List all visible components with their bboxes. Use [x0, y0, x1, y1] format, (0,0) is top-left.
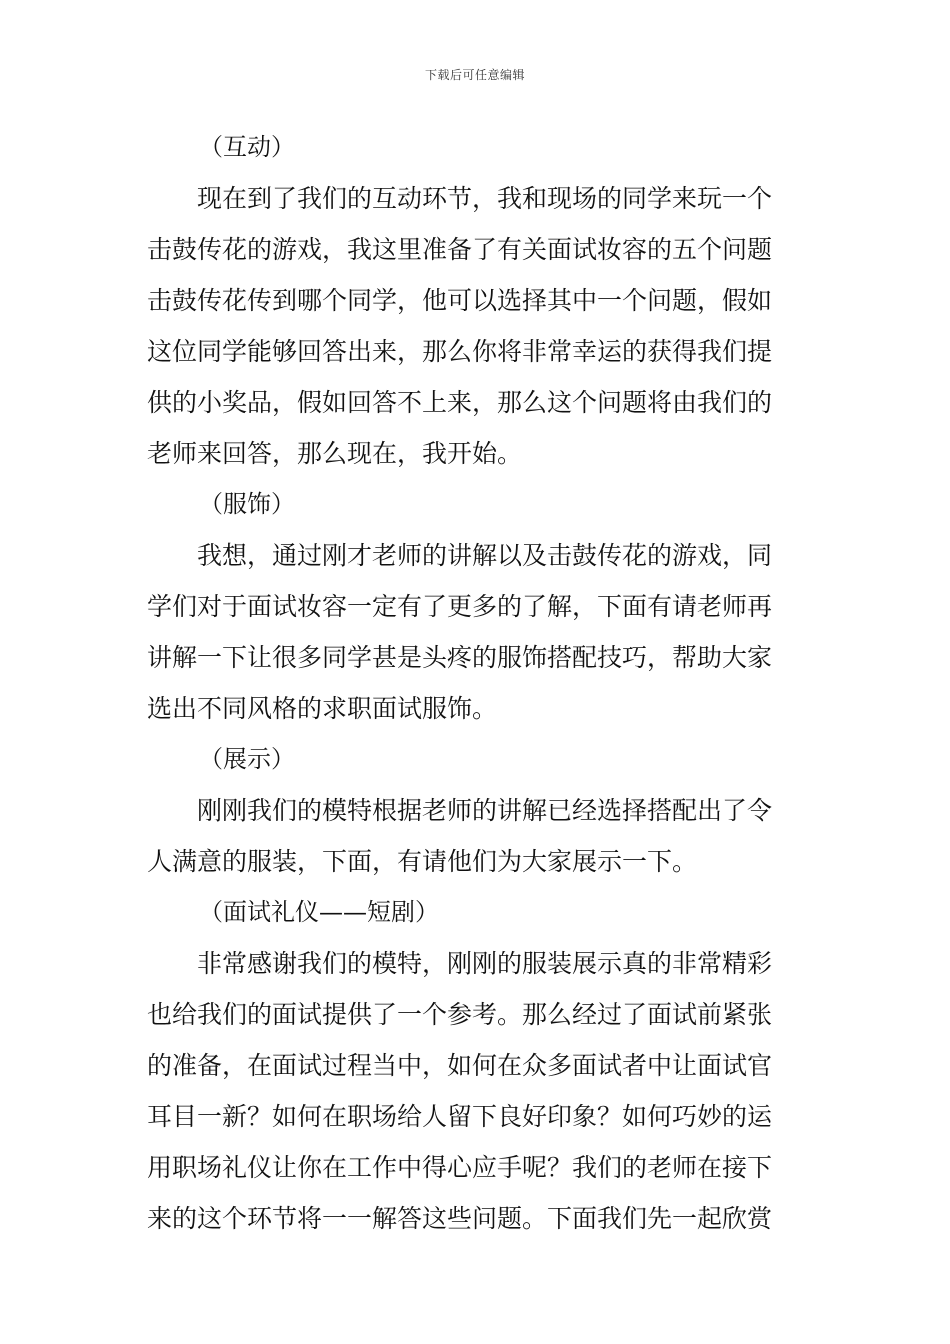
- paragraph-line: 老师来回答，那么现在，我开始。: [147, 439, 523, 468]
- paragraph-line: 供的小奖品，假如回答不上来，那么这个问题将由我们的: [147, 388, 773, 417]
- page-header: 下载后可任意编辑: [424, 68, 525, 82]
- paragraph-line: 击鼓传花传到哪个同学，他可以选择其中一个问题，假如: [147, 286, 773, 315]
- paragraph-line: 也给我们的面试提供了一个参考。那么经过了面试前紧张: [147, 1000, 773, 1029]
- paragraph-line: 现在到了我们的互动环节，我和现场的同学来玩一个: [197, 184, 773, 213]
- section-heading-interaction: （互动）: [199, 133, 295, 161]
- paragraph-line: 选出不同风格的求职面试服饰。: [147, 694, 498, 723]
- section-heading-clothing: （服饰）: [199, 490, 295, 518]
- paragraph-line: 用职场礼仪让你在工作中得心应手呢？我们的老师在接下: [147, 1153, 773, 1182]
- paragraph-line: 刚刚我们的模特根据老师的讲解已经选择搭配出了令: [197, 796, 773, 825]
- document-body: [147, 122, 807, 1244]
- paragraph-line: 非常感谢我们的模特，刚刚的服装展示真的非常精彩: [197, 949, 773, 978]
- paragraph-line: 讲解一下让很多同学甚是头疼的服饰搭配技巧，帮助大家: [147, 643, 773, 672]
- paragraph-line: 击鼓传花的游戏，我这里准备了有关面试妆容的五个问题: [147, 235, 773, 264]
- paragraph-line: 这位同学能够回答出来，那么你将非常幸运的获得我们提: [147, 337, 773, 366]
- paragraph-line: 学们对于面试妆容一定有了更多的了解，下面有请老师再: [147, 592, 773, 621]
- section-heading-display: （展示）: [199, 745, 295, 773]
- paragraph-line: 我想，通过刚才老师的讲解以及击鼓传花的游戏，同: [197, 541, 773, 570]
- section-heading-etiquette: （面试礼仪——短剧）: [199, 898, 439, 926]
- paragraph-line: 的准备，在面试过程当中，如何在众多面试者中让面试官: [147, 1051, 773, 1080]
- paragraph-line: 来的这个环节将一一解答这些问题。下面我们先一起欣赏: [147, 1204, 773, 1233]
- paragraph-line: 耳目一新？如何在职场给人留下良好印象？如何巧妙的运: [147, 1102, 773, 1131]
- paragraph-line: 人满意的服装，下面，有请他们为大家展示一下。: [147, 847, 698, 876]
